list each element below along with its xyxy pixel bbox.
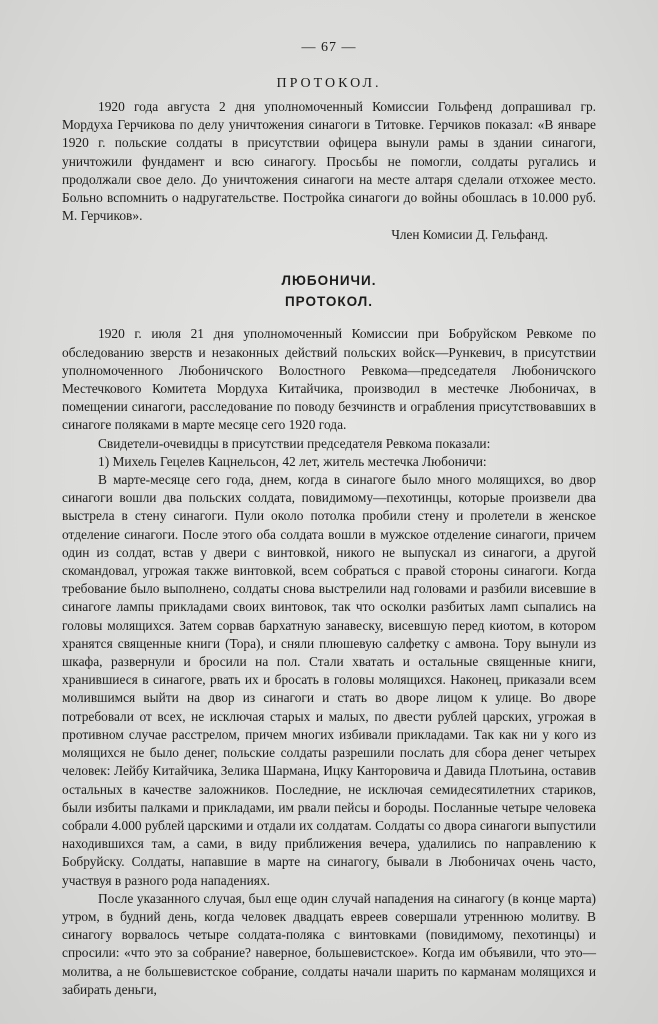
protocol-2-intro: 1920 г. июля 21 дня уполномоченный Комиссии при Бобруйском Ревкоме по обследованию зверств и незаконных действий польских войск—Рункевич, в присутствии уполномоченного Любоничского Волостного Ревкома—председателя Любоничского Местечкового Комитета Мордуха Китайчика, производил в местечке Любоничах, в помещении синагоги, расследование по поводу безчинств и ограбления присутствовавших в синагоге поляками в марте месяце сего 1920 года. [62,326,596,433]
protocol-1-text: 1920 года августа 2 дня уполномоченный Комиссии Гольфенд допрашивал гр. Мордуха Герчикова по делу уничтожения синагоги в Титовке. Герчиков показал: «В январе 1920 г. польские солдаты в присутствии офицера вынули рамы в здании синагоги, уничтожили фундамент и всю синагогу. Просьбы не помогли, солдаты ругались и продолжали свое дело. До уничтожения синагоги на месте алтаря сделали отхожее место. Больно вспомнить о надругательстве. Постройка синагоги до войны обошлась в 10.000 руб. М. Герчиков». [62,99,596,224]
place-heading: ЛЮБОНИЧИ. [281,273,377,289]
page-number: — 67 — [301,40,357,55]
witnesses-line: Свидетели-очевидцы в присутствии председателя Ревкома показали: [98,435,491,451]
final-paragraph: После указанного случая, был еще один случай нападения на синагогу (в конце марта) утром, в будний день, когда человек двадцать евреев совершали утреннюю молитву. В синагогу ворвалось четыре солдата-поляка с винтовками (повидимому, пехотинцы) и спросили: «что это за собрание? наверное, большевистское». Когда им объявили, что это—молитва, а не большевистское собрание, солдаты начали шарить по карманам молящихся и забирать деньги, [62,890,596,997]
protocol-heading-1: ПРОТОКОЛ. [276,76,382,91]
protocol-heading-2: ПРОТОКОЛ. [284,294,374,310]
testimony-paragraph: В марте-месяце сего года, днем, когда в синагоге было много молящихся, во двор синагоги вошли два польских солдата, повидимому—пехотинцы, которые произвели два выстрела в стену синагоги. Пули около потолка пробили стену и пролетели в женское отделение синагоги. После этого оба солдата вошли в мужское отделение синагоги, причем один из солдат, встав у двери с винтовкой, никого не выпускал из синагоги, а другой скомандовал, угрожая также винтовкой, всем собраться с правой стороны синагоги. Когда требование было выполнено, солдаты снова выстрелили над головами и разбили висевшие в синагоге лампы прикладами своих винтовок, так что осколки разбитых ламп сыпались на головы молящихся. Затем сорвав бархатную занавеску, висевшую перед киотом, в котором хранятся священные книги (Тора), и сняли плюшевую салфетку с амвона. Тору вынули из шкафа, развернули и бросили на пол. Стали хватать и остальные священные книги, хранившиеся в синагоге, рвать их и бросать в головы молящихся. Наконец, приказали всем молившимся выйти на двор из синагоги и стать во дворе лицом к улице. Во дворе потребовали от всех, не исключая старых и малых, по двести рублей царских, угрожая в противном случае расстрелом, причем многих избивали прикладами. Так как ни у кого из молящихся не было денег, польские солдаты разрешили послать для сбора денег четырех человек: Лейбу Китайчика, Зелика Шармана, Ицку Канторовича и Давида Плотьина, оставив остальных в качестве заложников. Последние, не исключая семидесятилетних стариков, были избиты палками и прикладами, им рвали пейсы и бороды. Посланные четыре человека собрали 4.000 рублей царскими и отдали их солдатам. Солдаты со двора синагоги выпустили находившихся там, а сами, в виду приближения вечера, удалились по направлению к Бобруйску. Солдаты, напавшие в марте на синагогу, бывали в Любоничах очень часто, участвуя в разного рода нападениях. [62,472,596,888]
witness-1-line: 1) Михель Гецелев Кацнельсон, 42 лет, житель местечка Любоничи: [98,453,487,469]
signature: Член Комисии Д. Гельфанд. [391,227,548,243]
